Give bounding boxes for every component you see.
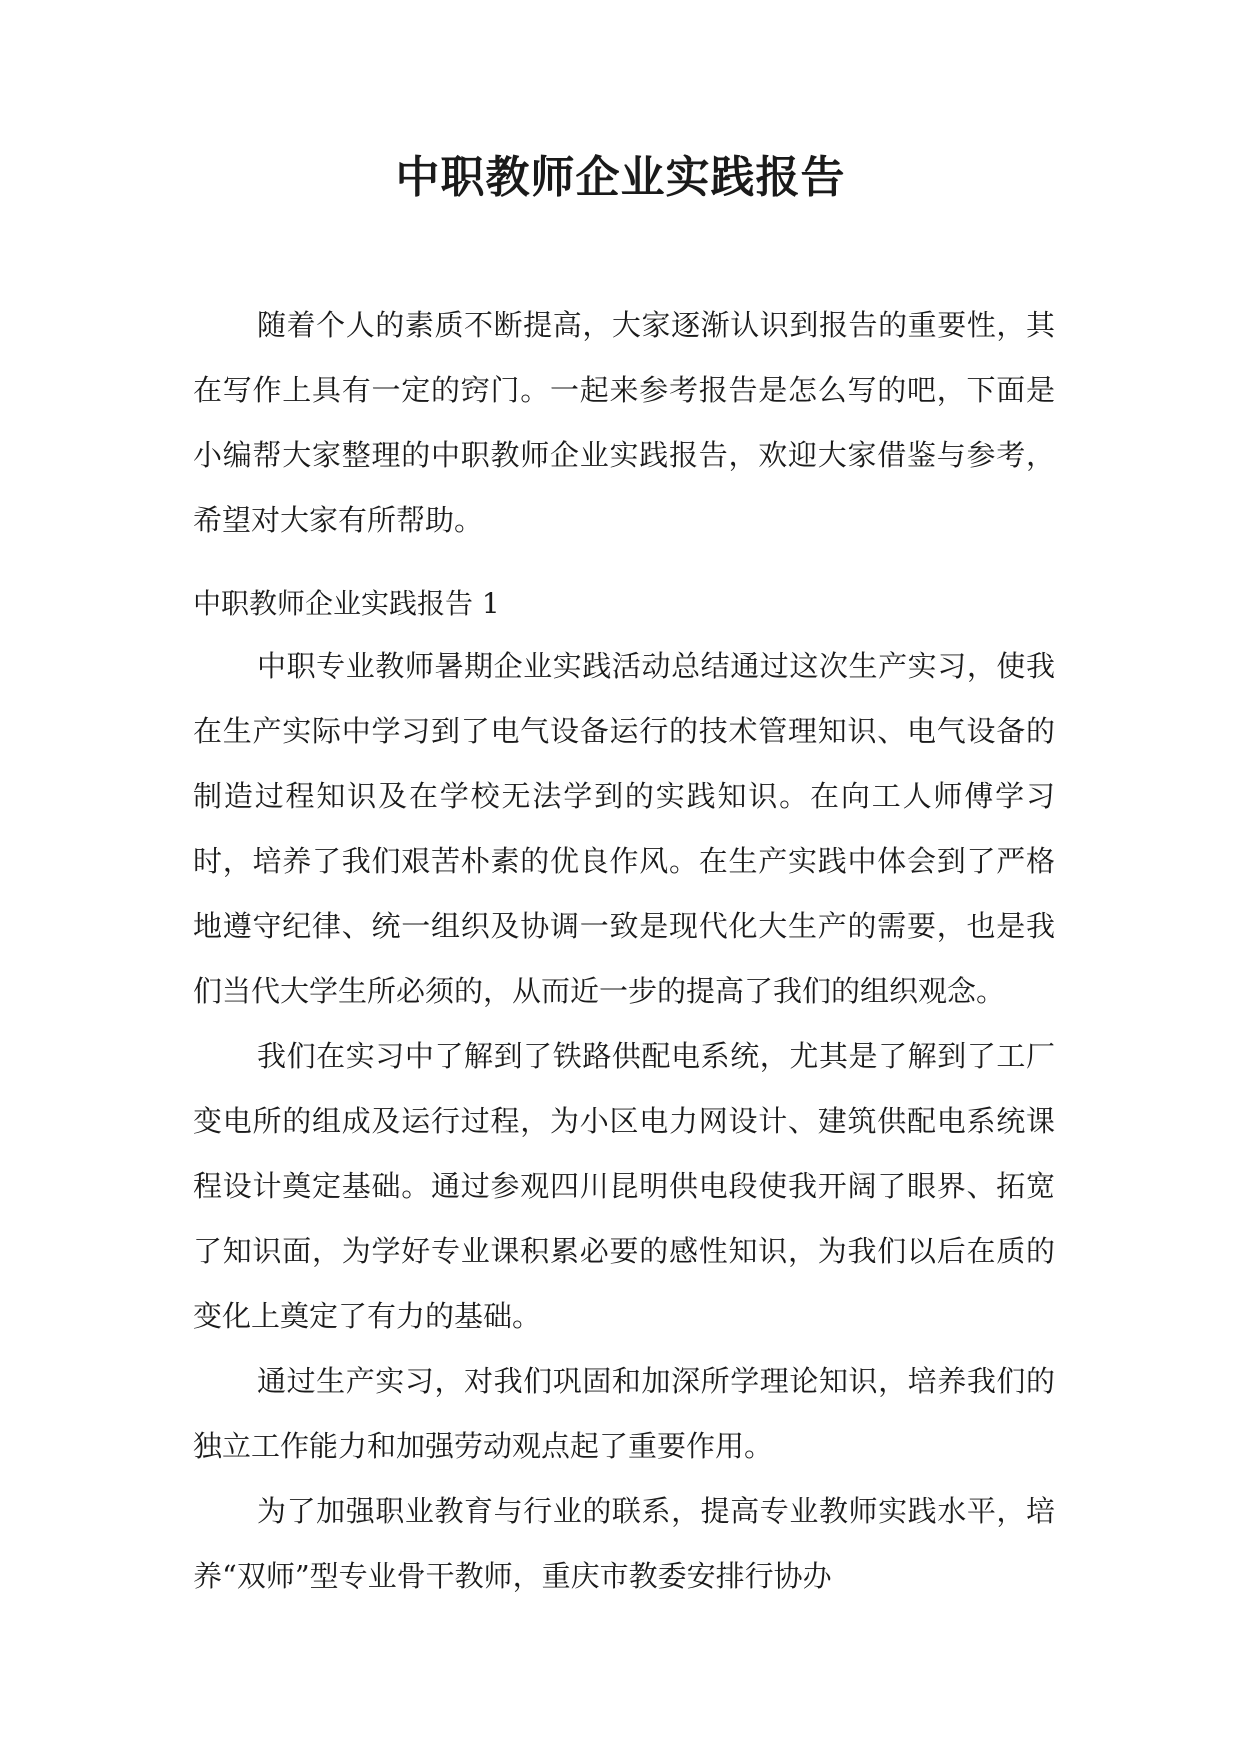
body-paragraph-4: 为了加强职业教育与行业的联系，提高专业教师实践水平，培养“双师”型专业骨干教师，重庆市教委安排行协办 (193, 1494, 1055, 1593)
body-paragraph-2: 我们在实习中了解到了铁路供配电系统，尤其是了解到了工厂变电所的组成及运行过程，为小区电力网设计、建筑供配电系统课程设计奠定基础。通过参观四川昆明供电段使我开阔了眼界、拓宽了知识面，为学好专业课积累必要的感性知识，为我们以后在质的变化上奠定了有力的基础。 (193, 1039, 1055, 1333)
document-title: 中职教师企业实践报告 (395, 152, 846, 203)
intro-paragraph: 随着个人的素质不断提高，大家逐渐认识到报告的重要性，其在写作上具有一定的窍门。一起来参考报告是怎么写的吧，下面是小编帮大家整理的中职教师企业实践报告，欢迎大家借鉴与参考，希望对大家有所帮助。 (193, 308, 1055, 537)
body-paragraph-1: 中职专业教师暑期企业实践活动总结通过这次生产实习，使我在生产实际中学习到了电气设备运行的技术管理知识、电气设备的制造过程知识及在学校无法学到的实践知识。在向工人师傅学习时，培养了我们艰苦朴素的优良作风。在生产实践中体会到了严格地遵守纪律、统一组织及协调一致是现代化大生产的需要，也是我们当代大学生所必须的，从而近一步的提高了我们的组织观念。 (193, 649, 1055, 1008)
body-paragraph-3: 通过生产实习，对我们巩固和加深所学理论知识，培养我们的独立工作能力和加强劳动观点起了重要作用。 (193, 1364, 1055, 1463)
section-heading: 中职教师企业实践报告 1 (193, 587, 500, 620)
